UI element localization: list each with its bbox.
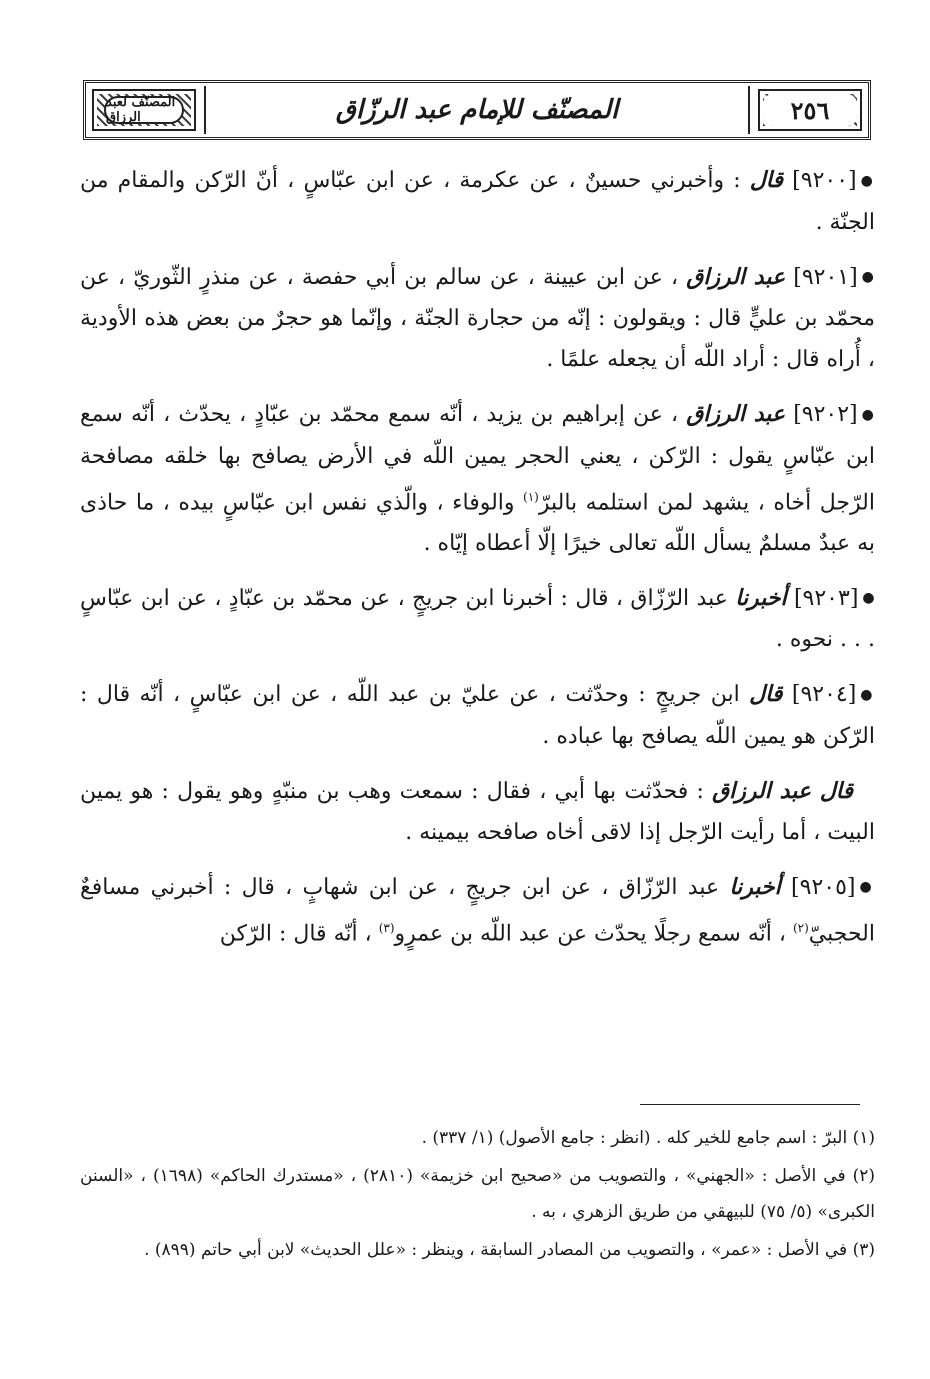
hadith-intro: عبد الرزاق [686,401,786,427]
footnotes [80,1120,875,1270]
hadith-text: ، عن إبراهيم بن يزيد ، أنّه سمع محمّد بن عبّادٍ ، يحدّث ، أنّه سمع ابن عبّاسٍ يقول : الرّكن ، يعني الحجر يمين اللّه في الأرض يصافح بها خلقه مصافحة الرّجل أخاه ، يشهد لمن استلمه بالبرّ [80,402,875,515]
hadith-number: [٩٢٠٠] [792,168,857,193]
footnote-ref[interactable]: (٣) [378,921,395,936]
hadith-text: ابن جريجٍ : وحدّثت ، عن عليّ بن عبد اللّه ، عن ابن عبّاسٍ ، أنّه قال : الرّكن هو يمين اللّه يصافح بها عباده . [80,682,875,749]
hadith-text-continued: والوفاء ، والّذي نفس ابن عبّاسٍ بيده ، ما حاذى به عبدٌ مسلمٌ يسأل اللّه تعالى خيرًا إلّا أعطاه إيّاه . [80,489,875,556]
hadith-text: ، عن ابن عيينة ، عن سالم بن أبي حفصة ، عن منذرٍ الثّوريّ ، عن محمّد بن عليٍّ قال : ويقولون : إنّه من حجارة الجنّة ، وإنّما هو حجرٌ من بعض هذه الأودية ، أُراه قال : أراد اللّه أن يجعله علمًا . [80,264,875,372]
hadith-intro: قال [749,681,783,708]
footnote-ref[interactable]: (١) [523,489,539,504]
bullet-icon: ● [862,590,876,607]
hadith-text: عبد الرّزّاق ، عن ابن جريجٍ ، عن ابن شهابٍ ، قال : أخبرني مسافعٌ الحجبيّ [80,874,875,947]
hadith-number: [٩٢٠١] [793,264,858,290]
bullet-icon: ● [861,269,876,285]
hadith-number: [٩٢٠٢] [793,402,858,427]
commentary-text: : فحدّثت بها أبي ، فقال : سمعت وهب بن منبّهٍ وهو يقول : هو يمين البيت ، أما رأيت الرّجل إذا لاقى أخاه صافحه بيمينه . [80,778,875,845]
hadith-9202 [80,394,875,564]
page-number: ٢٥٦ [763,94,857,126]
hadith-intro: قال [749,167,784,193]
running-title: المصنّف للإمام عبد الرزّاق [335,95,619,125]
hadith-number: [٩٢٠٥] [791,874,856,900]
hadith-intro: أخبرنا [735,584,787,611]
footnote-2: (٢) في الأصل : «الجهني» ، والتصويب من «صحيح ابن خزيمة» (٢٨١٠) ، «مستدرك الحاكم» (١٦٩٨) ، «السنن الكبرى» (٥/ ٧٥) للبيهقي من طريق الزهري ، به . [80,1166,875,1222]
bullet-icon: ● [860,172,875,189]
bullet-icon: ● [860,686,875,703]
hadith-intro: عبد الرزاق [686,263,786,290]
book-emblem-frame [92,89,196,131]
hadith-text: عبد الرّزّاق ، قال : أخبرنا ابن جريجٍ ، عن محمّد بن عبّادٍ ، عن ابن عبّاسٍ . . . نحوه . [80,585,875,653]
bullet-icon: ● [859,879,875,896]
commentary-paragraph [80,771,875,853]
hadith-intro: أخبرنا [729,873,781,900]
footnote-separator [640,1104,860,1105]
hadith-9204 [80,674,875,757]
main-text [80,160,875,969]
hadith-number: [٩٢٠٤] [791,682,857,708]
hadith-9205 [80,867,875,955]
bullet-icon: ● [861,406,875,423]
hadith-text: : وأخبرني حسينٌ ، عن عكرمة ، عن ابن عبّاسٍ ، أنّ الرّكن والمقام من الجنّة . [80,168,875,235]
page-header [83,80,871,140]
book-emblem: المصنّف لعبد الرزاق [104,96,184,124]
commentary-intro: قال عبد الرزاق [712,777,853,804]
hadith-9201 [80,257,875,381]
hadith-text-continued: ، أنّه سمع رجلًا يحدّث عن عبد اللّه بن عمرٍو [394,921,786,947]
footnote-3: (٣) في الأصل : «عمر» ، والتصويب من المصادر السابقة ، وينظر : «علل الحديث» لابن أبي حاتم (٨٩٩) . [144,1240,875,1260]
hadith-9203 [80,578,875,661]
hadith-number: [٩٢٠٣] [793,585,859,611]
hadith-9200 [80,160,875,243]
page-number-frame [758,89,862,131]
footnote-1: (١) البرّ : اسم جامع للخير كله . (انظر : جامع الأصول) (١/ ٣٣٧) . [421,1128,875,1148]
footnote-ref[interactable]: (٢) [792,921,809,936]
hadith-text-end: ، أنّه قال : الرّكن [219,921,372,947]
